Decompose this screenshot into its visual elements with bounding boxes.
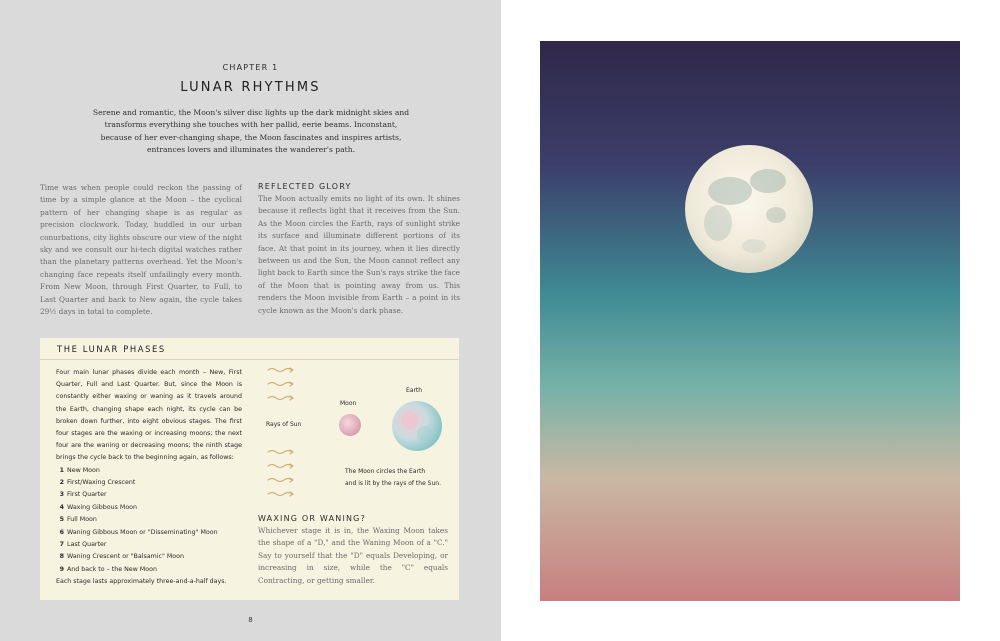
- list-item: 1 New Moon: [59, 466, 100, 474]
- chapter-label: CHAPTER 1: [222, 63, 279, 72]
- moon-label: Moon: [340, 400, 357, 407]
- lunar-phases-text: [56, 367, 242, 589]
- page-number: 8: [248, 616, 253, 624]
- lunar-phases-title: THE LUNAR PHASES: [57, 344, 166, 354]
- list-item: 3 First Quarter: [59, 491, 107, 499]
- reflected-glory-heading: REFLECTED GLORY: [258, 182, 352, 191]
- lunar-phases-intro: Four main lunar phases divide each month – New, First Quarter, Full and Last Quarter. But, since the Moon is constantly either waxing or waning as it travels around the Earth, changing shape each night, its cycle can be broken down further, into eight obvious stages. The first four stages are the waxing or increasing moons; the next four are the waning or decreasing moons; the ninth stage brings the cycle back to the beginning again, as follows:: [56, 369, 242, 462]
- moon-icon: [685, 145, 813, 273]
- lunar-phases-footer: Each stage lasts approximately three-and-a-half days.: [56, 578, 227, 586]
- chapter-title: LUNAR RHYTHMS: [180, 80, 321, 95]
- waxing-or-waning-text: Whichever stage it is in, the Waxing Moon takes the shape of a "D," and the Waning Moon of a "C." Say to yourself that the "D" equals Developing, or increasing in size, while the "C" equals Contracting, or getting smaller.: [258, 526, 448, 585]
- sun-rays-icon: [268, 368, 293, 496]
- earth-icon: [392, 401, 442, 451]
- list-item: 6 Waning Gibbous Moon or "Disseminating" Moon: [59, 528, 218, 536]
- diagram-caption-line1: The Moon circles the Earth: [345, 468, 426, 475]
- body-column-left: Time was when people could reckon the passing of time by a simple glance at the Moon – the cyclical pattern of her changing shape is as regular as precision clockwork. Today, huddled in our urban conurbations, city lights obscure our view of the night sky and we consult our hi-tech digital watches rather than the planetary patterns overhead. Yet the Moon's changing face repeats itself unfailingly every month. From New Moon, through First Quarter, to Full, to Last Quarter and back to New again, the cycle takes 29½ days in total to complete.: [40, 183, 242, 317]
- waxing-or-waning-heading: WAXING OR WANING?: [258, 514, 367, 523]
- list-item: 5 Full Moon: [59, 516, 97, 524]
- reflected-glory-text: The Moon actually emits no light of its own. It shines because it reflects light that it receives from the Sun. As the Moon circles the Earth, rays of sunlight strike its surface and illuminate different portions of its face. At that point in its journey, when it lies directly between us and the Sun, the Moon cannot reflect any light back to Earth since the Sun's rays strike the face of the Moon that is pointing away from us. This renders the Moon invisible from Earth – a point in its cycle known as the Moon's dark phase.: [258, 194, 460, 315]
- sky-gradient: [540, 41, 960, 601]
- phase-list: [56, 465, 242, 577]
- rays-of-sun-label: Rays of Sun: [266, 421, 302, 428]
- list-item: 2 First/Waxing Crescent: [59, 479, 136, 487]
- list-item: 4 Waxing Gibbous Moon: [59, 503, 138, 511]
- list-item: 9 And back to – the New Moon: [59, 565, 157, 573]
- full-moon-photo: [540, 41, 960, 601]
- moon-icon: [339, 414, 361, 436]
- waxing-or-waning-section: [258, 514, 448, 587]
- reflected-glory-section: [258, 182, 460, 317]
- lunar-phases-box: [40, 338, 459, 600]
- lunar-phases-header: [40, 338, 459, 360]
- diagram-caption-line2: and is lit by the rays of the Sun.: [345, 480, 442, 487]
- moon-earth-diagram: [260, 362, 450, 502]
- earth-label: Earth: [406, 387, 423, 394]
- chapter-intro: Serene and romantic, the Moon's silver disc lights up the dark midnight skies and transforms everything she touches with her pallid, eerie beams. Inconstant, because of her ever-changing shape, the Moon fascinates and inspires artists, entrances lovers and illuminates the wanderer's path.: [92, 108, 410, 155]
- list-item: 8 Waning Crescent or "Balsamic" Moon: [59, 553, 184, 561]
- list-item: 7 Last Quarter: [59, 541, 107, 549]
